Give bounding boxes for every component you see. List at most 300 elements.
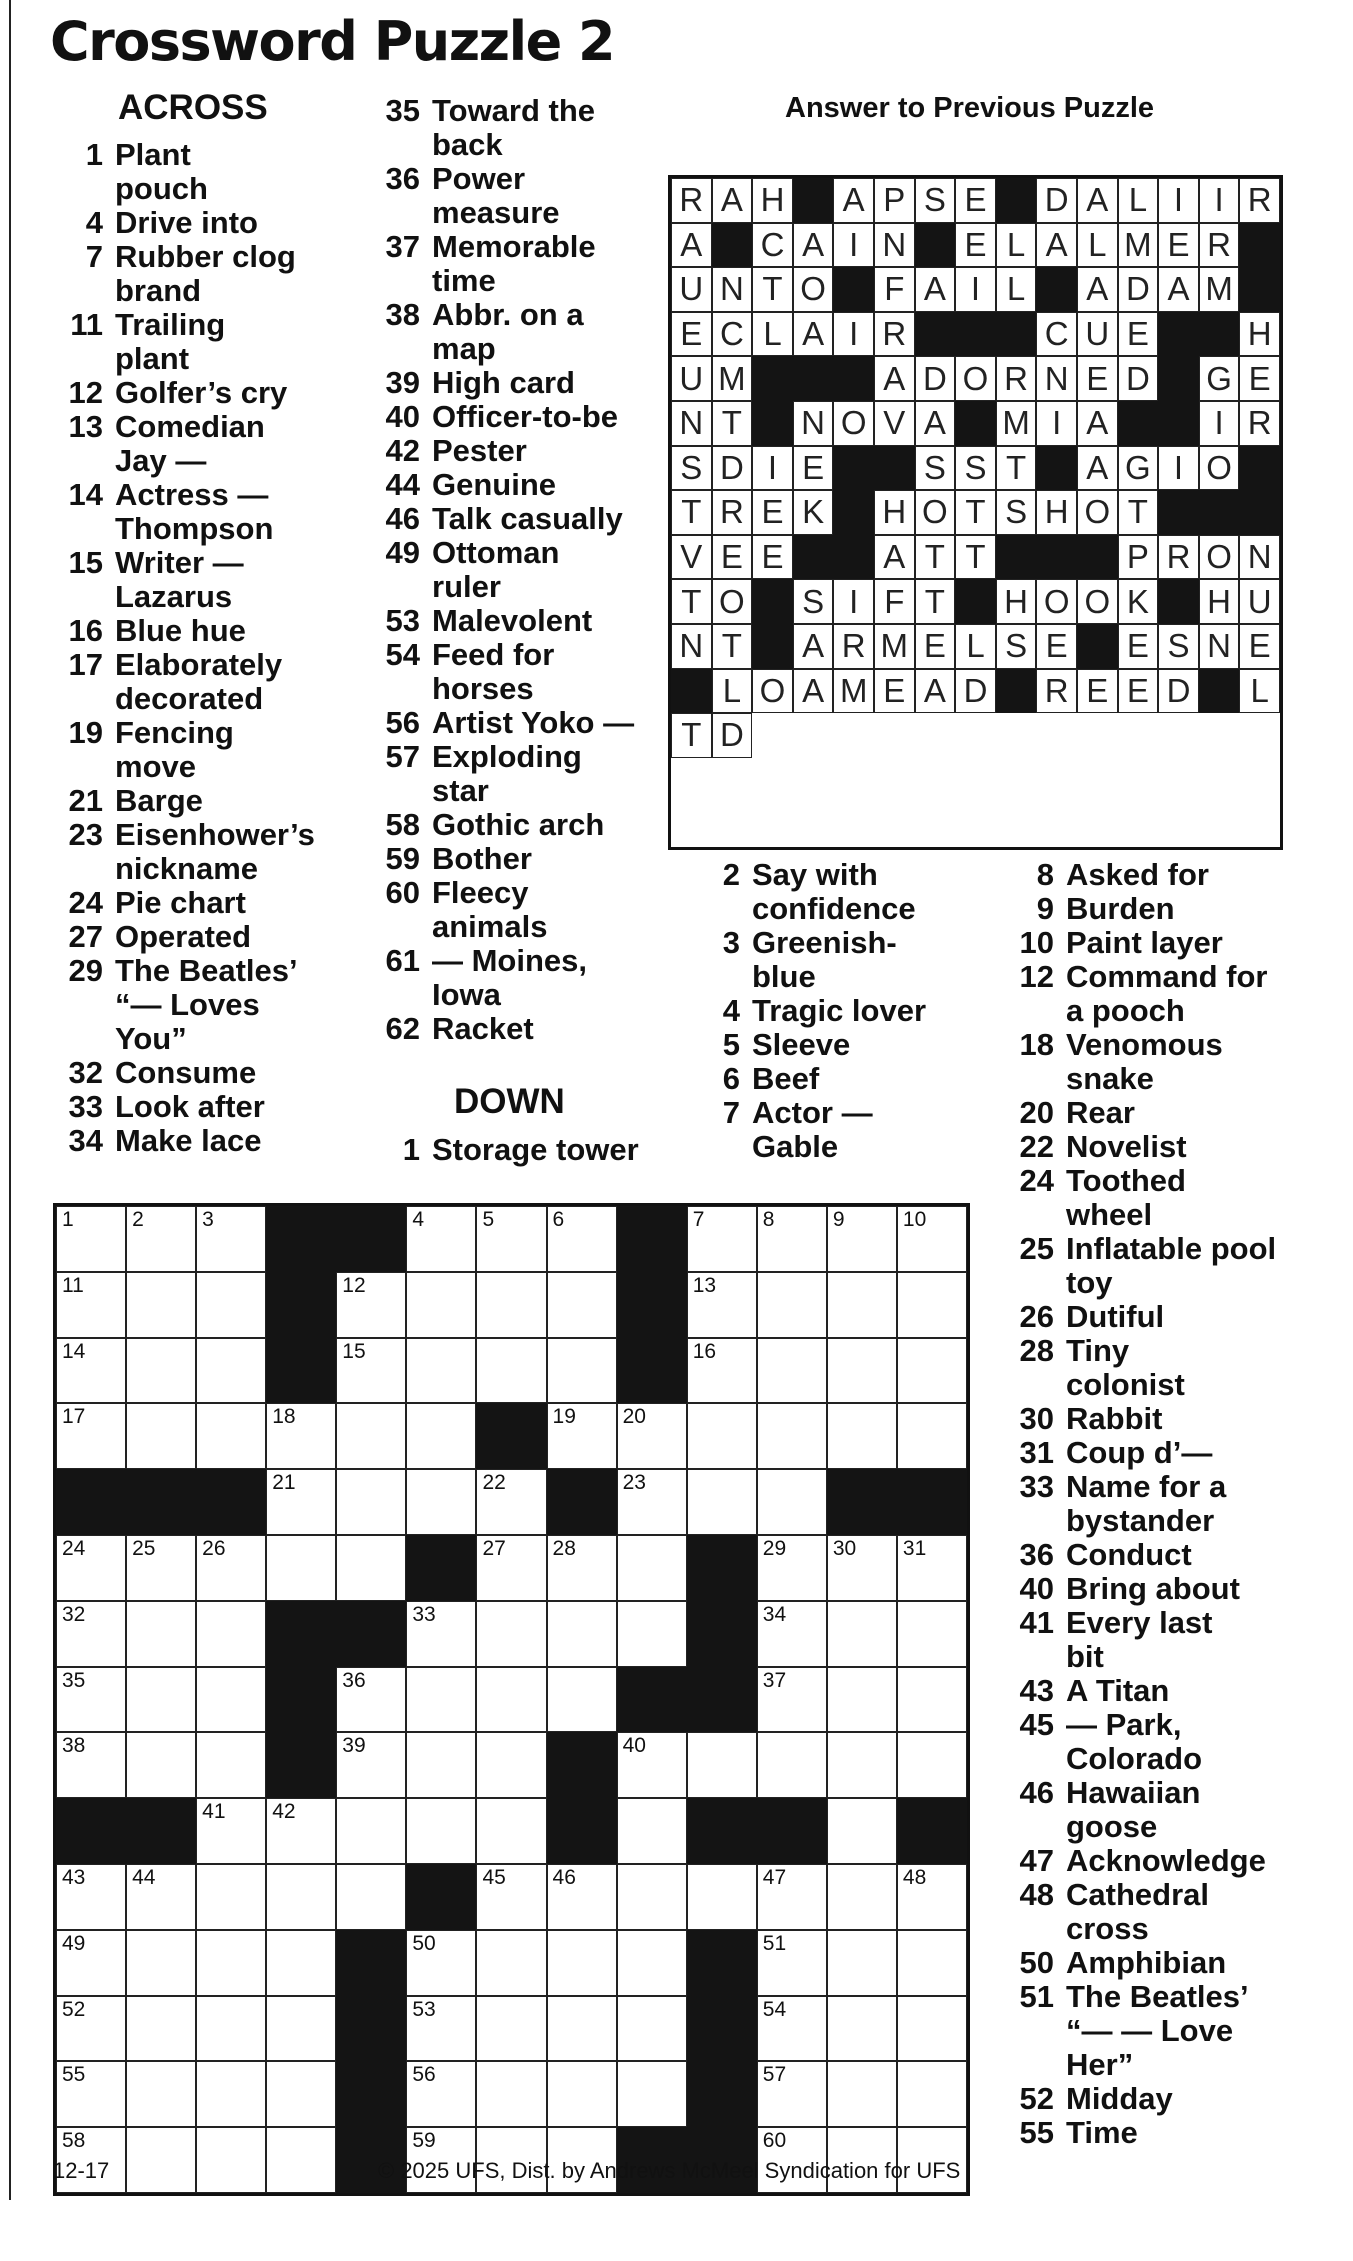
answer-letter-cell: M [874,624,915,669]
crossword-grid[interactable] [53,1203,970,2196]
grid-cell[interactable] [476,1338,546,1404]
answer-black-cell [793,535,834,580]
grid-cell[interactable] [547,1601,617,1667]
answer-letter-cell: M [1199,267,1240,312]
grid-cell[interactable] [476,1667,546,1733]
across-heading: ACROSS [118,88,268,127]
grid-cell[interactable] [897,1930,967,1996]
answer-letter-cell: V [874,401,915,446]
grid-cell[interactable] [126,1403,196,1469]
grid-cell[interactable] [897,1996,967,2062]
down-clue-20 [1004,1096,1344,1130]
grid-cell[interactable] [547,1930,617,1996]
answer-letter-cell: P [874,178,915,223]
grid-cell[interactable] [126,1272,196,1338]
clue-text: Every last [1066,1605,1213,1640]
grid-cell[interactable] [757,1930,827,1996]
answer-letter-cell: I [1158,178,1199,223]
answer-letter-cell: U [1239,579,1280,624]
answer-letter-cell: T [752,267,793,312]
grid-cell[interactable] [406,2061,476,2127]
grid-cell[interactable] [617,2061,687,2127]
across-clue-23 [53,818,353,886]
clue-text: pouch [115,171,208,206]
grid-cell[interactable] [897,1667,967,1733]
grid-cell[interactable] [757,1996,827,2062]
clue-text: “— Loves [115,987,260,1022]
grid-cell[interactable] [336,1732,406,1798]
grid-cell[interactable] [266,1403,336,1469]
grid-cell[interactable] [196,1930,266,1996]
answer-black-cell [833,490,874,535]
clue-number: 39 [385,365,420,400]
grid-cell[interactable] [827,2061,897,2127]
down-heading: DOWN [454,1082,565,1121]
across-clue-33 [53,1090,353,1124]
grid-cell[interactable] [56,1403,126,1469]
grid-cell[interactable] [757,1535,827,1601]
clue-number: 52 [1019,2081,1054,2116]
cell-number: 1 [62,1208,74,1231]
grid-cell[interactable] [56,2061,126,2127]
clue-number: 36 [1019,1537,1054,1572]
answer-letter-cell: E [874,669,915,714]
clue-number: 20 [1019,1095,1054,1130]
answer-letter-cell: D [1118,267,1159,312]
grid-cell[interactable] [617,1930,687,1996]
answer-black-cell [833,267,874,312]
answer-black-cell [1239,223,1280,268]
clue-text: Say with [752,857,878,892]
grid-cell[interactable] [617,1864,687,1930]
grid-cell[interactable] [757,1732,827,1798]
black-square [56,1798,126,1864]
grid-cell[interactable] [687,1469,757,1535]
grid-cell[interactable] [617,1469,687,1535]
across-clue-4 [53,206,353,240]
answer-letter-cell: H [1239,312,1280,357]
clue-text: Gable [752,1129,839,1164]
clue-text: Artist Yoko — [432,705,635,740]
grid-cell[interactable] [757,1206,827,1272]
grid-cell[interactable] [897,1272,967,1338]
grid-cell[interactable] [266,2061,336,2127]
answer-letter-cell: L [996,223,1037,268]
grid-cell[interactable] [476,1272,546,1338]
grid-cell[interactable] [196,1667,266,1733]
cell-number: 42 [272,1800,296,1824]
grid-cell[interactable] [757,1864,827,1930]
answer-black-cell [915,223,956,268]
answer-letter-cell: F [874,579,915,624]
clue-text: Novelist [1066,1129,1187,1164]
down-clue-22 [1004,1130,1344,1164]
grid-cell[interactable] [897,1535,967,1601]
grid-cell[interactable] [266,1864,336,1930]
grid-cell[interactable] [757,1338,827,1404]
cell-number: 46 [552,1866,576,1889]
grid-cell[interactable] [56,1930,126,1996]
grid-cell[interactable] [266,1798,336,1864]
answer-letter-cell: A [874,535,915,580]
clue-number: 34 [68,1123,103,1158]
clue-text: A Titan [1066,1673,1170,1708]
grid-cell[interactable] [827,1930,897,1996]
black-square [617,1272,687,1338]
grid-cell[interactable] [336,1338,406,1404]
grid-cell[interactable] [897,2061,967,2127]
answer-letter-cell: R [1158,535,1199,580]
grid-cell[interactable] [196,1338,266,1404]
clue-number: 48 [1019,1877,1054,1912]
cell-number: 56 [412,2063,436,2087]
grid-cell[interactable] [196,1206,266,1272]
clue-text: Inflatable pool [1066,1231,1277,1266]
clue-number: 33 [1019,1469,1054,1504]
grid-cell[interactable] [827,1535,897,1601]
answer-letter-cell: S [915,178,956,223]
grid-cell[interactable] [547,1206,617,1272]
grid-cell[interactable] [897,1338,967,1404]
answer-letter-cell: H [996,579,1037,624]
black-square [687,1930,757,1996]
answer-black-cell [955,312,996,357]
grid-cell[interactable] [827,1732,897,1798]
grid-cell[interactable] [406,1732,476,1798]
grid-cell[interactable] [56,1732,126,1798]
grid-cell[interactable] [126,2127,196,2193]
grid-cell[interactable] [757,2061,827,2127]
cell-number: 50 [412,1931,436,1955]
grid-cell[interactable] [476,1601,546,1667]
clue-text: colonist [1066,1367,1185,1402]
grid-cell[interactable] [406,1601,476,1667]
across-clue-39 [370,366,660,400]
answer-letter-cell: T [915,535,956,580]
grid-cell[interactable] [406,1930,476,1996]
grid-cell[interactable] [196,1272,266,1338]
grid-cell[interactable] [757,1469,827,1535]
grid-cell[interactable] [476,1732,546,1798]
cell-number: 23 [622,1471,646,1495]
down-clue-24 [1004,1164,1344,1232]
down-clue-52 [1004,2082,1344,2116]
answer-letter-cell: N [671,624,712,669]
grid-cell[interactable] [476,2061,546,2127]
answer-letter-cell: O [833,401,874,446]
clue-text: Dutiful [1066,1299,1165,1334]
grid-cell[interactable] [757,1601,827,1667]
black-square [617,1338,687,1404]
grid-cell[interactable] [406,1272,476,1338]
grid-cell[interactable] [196,1732,266,1798]
grid-cell[interactable] [827,1206,897,1272]
answer-letter-cell: H [1199,579,1240,624]
down-clue-50 [1004,1946,1344,1980]
answer-letter-cell: H [874,490,915,535]
grid-cell[interactable] [617,1403,687,1469]
grid-cell[interactable] [827,1996,897,2062]
grid-cell[interactable] [126,1667,196,1733]
grid-cell[interactable] [336,1864,406,1930]
answer-letter-cell: A [874,356,915,401]
grid-cell[interactable] [617,1732,687,1798]
grid-cell[interactable] [687,1272,757,1338]
grid-cell[interactable] [827,1272,897,1338]
clue-number: 21 [68,783,103,818]
clue-number: 24 [1019,1163,1054,1198]
across-clues-col1 [53,138,353,1158]
clue-number: 23 [68,817,103,852]
grid-cell[interactable] [687,1864,757,1930]
grid-cell[interactable] [336,1798,406,1864]
grid-cell[interactable] [406,1206,476,1272]
grid-cell[interactable] [196,1601,266,1667]
grid-cell[interactable] [56,1338,126,1404]
answer-black-cell [1199,490,1240,535]
cell-number: 24 [62,1537,86,1560]
answer-letter-cell: A [915,669,956,714]
answer-black-cell [1158,312,1199,357]
grid-cell[interactable] [827,1338,897,1404]
across-clue-44 [370,468,660,502]
grid-cell[interactable] [56,1601,126,1667]
grid-cell[interactable] [126,1601,196,1667]
answer-letter-cell: E [915,624,956,669]
down-clue-2 [690,858,980,926]
grid-cell[interactable] [266,1535,336,1601]
answer-letter-cell: C [1036,312,1077,357]
across-clue-56 [370,706,660,740]
black-square [266,1272,336,1338]
grid-cell[interactable] [547,1996,617,2062]
grid-cell[interactable] [406,1667,476,1733]
across-clue-53 [370,604,660,638]
grid-cell[interactable] [126,1930,196,1996]
grid-cell[interactable] [617,1798,687,1864]
grid-cell[interactable] [336,1403,406,1469]
grid-cell[interactable] [617,1535,687,1601]
grid-cell[interactable] [757,1403,827,1469]
answer-black-cell [833,356,874,401]
grid-cell[interactable] [406,1798,476,1864]
cell-number: 16 [692,1339,717,1363]
grid-cell[interactable] [897,1864,967,1930]
grid-cell[interactable] [266,1930,336,1996]
answer-letter-cell: L [1118,178,1159,223]
clue-text: Burden [1066,891,1175,926]
clue-text: “— — Love [1066,2013,1234,2048]
answer-letter-cell: N [1036,356,1077,401]
down-clue-4 [690,994,980,1028]
previous-puzzle-title: Answer to Previous Puzzle [785,92,1155,124]
black-square [687,1798,757,1864]
grid-cell[interactable] [476,1469,546,1535]
clue-number: 58 [385,807,420,842]
clue-number: 7 [85,239,103,274]
clue-text: Ottoman [432,535,560,570]
answer-black-cell [712,223,753,268]
answer-letter-cell: E [1239,624,1280,669]
grid-cell[interactable] [547,1864,617,1930]
answer-letter-cell: P [1118,535,1159,580]
grid-cell[interactable] [266,2127,336,2193]
clue-number: 24 [68,885,103,920]
copyright: © 2025 UFS, Dist. by Andrews McMeel Syndication for UFS [378,2158,961,2183]
grid-cell[interactable] [617,1601,687,1667]
cell-number: 55 [62,2063,86,2087]
black-square [406,1535,476,1601]
grid-cell[interactable] [476,1798,546,1864]
grid-cell[interactable] [406,1469,476,1535]
clue-text: Actress — [115,477,269,512]
across-clue-59 [370,842,660,876]
answer-letter-cell: N [1199,624,1240,669]
grid-cell[interactable] [56,1864,126,1930]
grid-cell[interactable] [687,1338,757,1404]
grid-cell[interactable] [126,2061,196,2127]
clue-text: Storage tower [432,1132,639,1167]
grid-cell[interactable] [336,1469,406,1535]
grid-cell[interactable] [336,1667,406,1733]
grid-cell[interactable] [827,1864,897,1930]
grid-cell[interactable] [476,1930,546,1996]
clue-text: Feed for [432,637,555,672]
grid-cell[interactable] [476,1206,546,1272]
grid-cell[interactable] [56,1272,126,1338]
grid-cell[interactable] [196,1798,266,1864]
answer-black-cell [1199,312,1240,357]
grid-cell[interactable] [827,1601,897,1667]
cell-number: 47 [762,1866,787,1889]
grid-cell[interactable] [547,2061,617,2127]
grid-cell[interactable] [406,1403,476,1469]
clue-number: 30 [1019,1401,1054,1436]
grid-cell[interactable] [56,1206,126,1272]
grid-cell[interactable] [126,1338,196,1404]
grid-cell[interactable] [547,1535,617,1601]
clue-text: Exploding [432,739,582,774]
clue-number: 41 [1019,1605,1054,1640]
clue-number: 31 [1019,1435,1054,1470]
answer-black-cell [752,579,793,624]
black-square [827,1469,897,1535]
across-clue-32 [53,1056,353,1090]
grid-cell[interactable] [196,2127,266,2193]
clue-text: Name for a [1066,1469,1227,1504]
down-clue-55 [1004,2116,1344,2150]
grid-cell[interactable] [687,1732,757,1798]
clue-number: 25 [1019,1231,1054,1266]
grid-cell[interactable] [757,1667,827,1733]
answer-letter-cell: S [793,579,834,624]
grid-cell[interactable] [827,1667,897,1733]
across-clue-46 [370,502,660,536]
answer-letter-cell: T [671,490,712,535]
grid-cell[interactable] [336,1535,406,1601]
grid-cell[interactable] [757,1272,827,1338]
cell-number: 8 [762,1208,775,1231]
clue-text: Eisenhower’s [115,817,315,852]
grid-cell[interactable] [476,1864,546,1930]
cell-number: 18 [272,1405,296,1429]
grid-cell[interactable] [196,1864,266,1930]
answer-letter-cell: O [1199,446,1240,491]
grid-cell[interactable] [126,1535,196,1601]
answer-black-cell [915,312,956,357]
grid-cell[interactable] [617,1996,687,2062]
grid-cell[interactable] [196,1403,266,1469]
clue-text: Memorable [432,229,596,264]
grid-cell[interactable] [56,1535,126,1601]
answer-black-cell [833,446,874,491]
clue-number: 60 [385,875,420,910]
grid-cell[interactable] [827,1798,897,1864]
black-square [266,1206,336,1272]
grid-cell[interactable] [406,1338,476,1404]
answer-letter-cell: E [1239,356,1280,401]
grid-cell[interactable] [266,1469,336,1535]
grid-cell[interactable] [56,1996,126,2062]
grid-cell[interactable] [547,1338,617,1404]
grid-cell[interactable] [476,1996,546,2062]
answer-letter-cell: M [996,401,1037,446]
grid-cell[interactable] [827,1403,897,1469]
grid-cell[interactable] [687,1403,757,1469]
grid-cell[interactable] [126,1996,196,2062]
grid-cell[interactable] [476,1535,546,1601]
grid-cell[interactable] [196,1535,266,1601]
answer-black-cell [1118,401,1159,446]
grid-cell[interactable] [547,1403,617,1469]
cell-number: 53 [412,1997,436,2021]
clue-text: Pie chart [115,885,246,920]
grid-cell[interactable] [547,1667,617,1733]
grid-cell[interactable] [897,1206,967,1272]
grid-cell[interactable] [897,1732,967,1798]
grid-cell[interactable] [547,1272,617,1338]
grid-cell[interactable] [126,1864,196,1930]
clue-text: Trailing [115,307,226,342]
grid-cell[interactable] [266,1996,336,2062]
grid-cell[interactable] [336,1272,406,1338]
grid-cell[interactable] [406,1996,476,2062]
clue-number: 38 [385,297,420,332]
across-clue-29 [53,954,353,1056]
grid-cell[interactable] [56,1667,126,1733]
clue-number: 16 [68,613,103,648]
grid-cell[interactable] [196,2061,266,2127]
clue-number: 18 [1019,1027,1054,1062]
clue-number: 10 [1019,925,1054,960]
grid-cell[interactable] [897,1601,967,1667]
grid-cell[interactable] [196,1996,266,2062]
answer-letter-cell: T [712,624,753,669]
answer-black-cell [996,178,1037,223]
grid-cell[interactable] [126,1732,196,1798]
cell-number: 14 [62,1339,86,1363]
down-clues-col3 [1004,858,1344,2150]
clue-text: Genuine [432,467,557,502]
grid-cell[interactable] [897,1403,967,1469]
answer-black-cell [1158,490,1199,535]
clue-text: Blue hue [115,613,246,648]
cell-number: 52 [62,1997,86,2021]
grid-cell[interactable] [126,1206,196,1272]
answer-letter-cell: R [1239,178,1280,223]
answer-letter-cell: A [1077,401,1118,446]
grid-cell[interactable] [687,1206,757,1272]
